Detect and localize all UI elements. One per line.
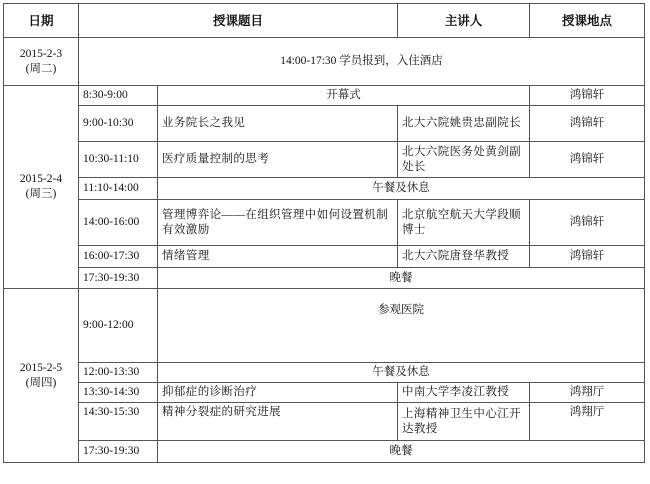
time-cell: 8:30-9:00 [79, 86, 158, 106]
date-text: 2015-2-3 [19, 47, 63, 60]
span-cell: 晚餐 [158, 268, 645, 289]
time-cell: 14:00-16:00 [79, 200, 158, 246]
table-row [4, 106, 645, 142]
table-row [4, 86, 645, 106]
span-cell: 14:00-17:30 学员报到，入住酒店 [79, 38, 645, 86]
table-row [4, 246, 645, 268]
location-cell: 鸿翔厅 [530, 383, 645, 403]
table-row [4, 289, 645, 363]
time-cell: 14:30-15:30 [79, 403, 158, 441]
span-cell: 晚餐 [158, 441, 645, 463]
location-cell: 鸿翔厅 [530, 403, 645, 441]
time-cell: 10:30-11:10 [79, 142, 158, 178]
date-text: 2015-2-5 [19, 361, 63, 374]
header-date: 日期 [4, 4, 79, 38]
table-row [4, 363, 645, 383]
topic-cell: 精神分裂症的研究进展 [158, 403, 398, 441]
weekday-text: (周三) [25, 188, 57, 200]
speaker-cell: 北大六院医务处黄剑副处长 [398, 142, 530, 178]
table-row [4, 38, 645, 86]
time-cell: 16:00-17:30 [79, 246, 158, 268]
location-cell: 鸿锦轩 [530, 106, 645, 142]
location-cell: 鸿锦轩 [530, 200, 645, 246]
header-location: 授课地点 [530, 4, 645, 38]
date-cell [4, 86, 79, 289]
weekday-text: (周二) [25, 62, 57, 75]
header-topic: 授课题目 [79, 4, 398, 38]
schedule-table [3, 3, 645, 463]
topic-cell: 开幕式 [158, 86, 530, 106]
topic-cell: 管理博弈论——在组织管理中如何设置机制有效激励 [158, 200, 398, 246]
speaker-cell: 北京航空航天大学段顺博士 [398, 200, 530, 246]
table-row [4, 142, 645, 178]
location-cell: 鸿锦轩 [530, 86, 645, 106]
header-speaker: 主讲人 [398, 4, 530, 38]
topic-cell: 抑郁症的诊断治疗 [158, 383, 398, 403]
table-row [4, 403, 645, 441]
speaker-cell: 中南大学李凌江教授 [398, 383, 530, 403]
speaker-cell: 北大六院唐登华教授 [398, 246, 530, 268]
table-row [4, 178, 645, 200]
date-cell [4, 38, 79, 86]
time-cell: 13:30-14:30 [79, 383, 158, 403]
table-row [4, 441, 645, 463]
time-cell: 12:00-13:30 [79, 363, 158, 383]
table-row [4, 200, 645, 246]
topic-cell: 业务院长之我见 [158, 106, 398, 142]
time-cell: 9:00-10:30 [79, 106, 158, 142]
speaker-cell: 上海精神卫生中心江开达教授 [398, 403, 530, 441]
weekday-text: (周四) [25, 376, 57, 389]
location-cell: 鸿锦轩 [530, 142, 645, 178]
time-cell: 9:00-12:00 [79, 289, 158, 363]
date-text: 2015-2-4 [19, 173, 63, 185]
date-cell [4, 289, 79, 463]
header-row [4, 4, 645, 38]
time-cell: 17:30-19:30 [79, 441, 158, 463]
table-row [4, 383, 645, 403]
location-cell: 鸿锦轩 [530, 246, 645, 268]
topic-cell: 医疗质量控制的思考 [158, 142, 398, 178]
time-cell: 17:30-19:30 [79, 268, 158, 289]
table-row [4, 268, 645, 289]
span-cell: 午餐及休息 [158, 363, 645, 383]
span-cell: 午餐及休息 [158, 178, 645, 200]
schedule-document [3, 3, 644, 481]
topic-cell: 情绪管理 [158, 246, 398, 268]
span-cell: 参观医院 [158, 289, 645, 363]
time-cell: 11:10-14:00 [79, 178, 158, 200]
speaker-cell: 北大六院姚贵忠副院长 [398, 106, 530, 142]
